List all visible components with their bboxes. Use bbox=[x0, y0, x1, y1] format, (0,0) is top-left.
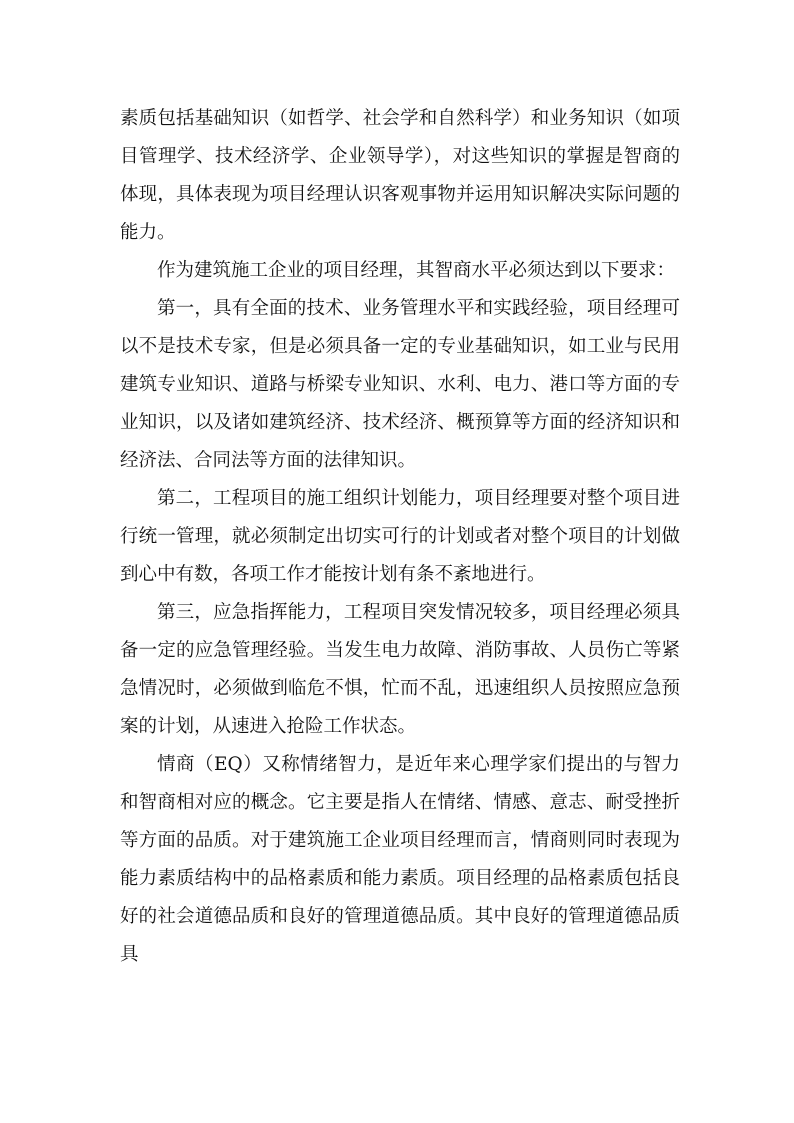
paragraph-3: 第一，具有全面的技术、业务管理水平和实践经验，项目经理可以不是技术专家，但是必须具备一定的专业基础知识，如工业与民用建筑专业知识、道路与桥梁专业知识、水利、电力、港口等方面的专业知识，以及诸如建筑经济、技术经济、概预算等方面的经济知识和经济法、合同法等方面的法律知识。 bbox=[120, 298, 680, 471]
paragraph-1: 素质包括基础知识（如哲学、社会学和自然科学）和业务知识（如项目管理学、技术经济学、企业领导学），对这些知识的掌握是智商的体现，具体表现为项目经理认识客观事物并运用知识解决实际问题的能力。 bbox=[120, 108, 680, 243]
paragraph-4: 第二，工程项目的施工组织计划能力，项目经理要对整个项目进行统一管理，就必须制定出切实可行的计划或者对整个项目的计划做到心中有数，各项工作才能按计划有条不紊地进行。 bbox=[120, 488, 680, 585]
body-text bbox=[120, 100, 680, 974]
paragraph-2: 作为建筑施工企业的项目经理，其智商水平必须达到以下要求： bbox=[157, 260, 676, 281]
paragraph-6: 情商（EQ）又称情绪智力，是近年来心理学家们提出的与智力和智商相对应的概念。它主要是指人在情绪、情感、意志、耐受挫折等方面的品质。对于建筑施工企业项目经理而言，情商则同时表现为能力素质结构中的品格素质和能力素质。项目经理的品格素质包括良好的社会道德品质和良好的管理道德品质。其中良好的管理道德品质具 bbox=[120, 754, 680, 965]
paragraph-5: 第三，应急指挥能力，工程项目突发情况较多，项目经理必须具备一定的应急管理经验。当发生电力故障、消防事故、人员伤亡等紧急情况时，必须做到临危不惧，忙而不乱，迅速组织人员按照应急预案的计划，从速进入抢险工作状态。 bbox=[120, 602, 680, 737]
